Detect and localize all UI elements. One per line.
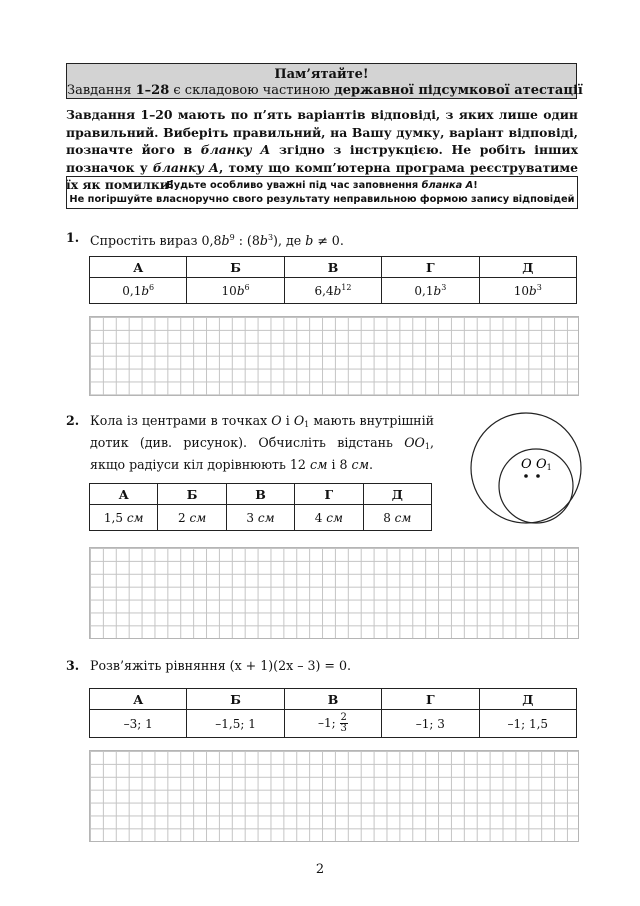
- reminder-title: Пам’ятайте!: [274, 67, 369, 82]
- option-header: Г: [382, 689, 479, 710]
- option-header: Д: [479, 689, 576, 710]
- option-value: –1; 1,5: [479, 710, 576, 738]
- option-header: А: [90, 689, 187, 710]
- reminder-text: Завдання 1–28 є складовою частиною державної підсумкової атестації: [67, 83, 583, 98]
- draft-grid[interactable]: [89, 750, 579, 842]
- option-value: 2 см: [158, 505, 226, 531]
- option-header: Б: [187, 257, 284, 278]
- reminder-box: [66, 63, 583, 99]
- task-number: 3.: [66, 658, 80, 673]
- page-number: 2: [315, 862, 325, 877]
- draft-grid[interactable]: [89, 316, 579, 396]
- option-header: Б: [158, 484, 226, 505]
- option-header: Г: [295, 484, 363, 505]
- option-header: В: [284, 257, 381, 278]
- option-value: 3 см: [226, 505, 294, 531]
- option-value: 8 см: [363, 505, 431, 531]
- warning-line-1: Будьте особливо уважні під час заповнення бланка А!: [166, 180, 478, 191]
- task-number: 2.: [66, 413, 80, 428]
- option-header: В: [226, 484, 294, 505]
- task-1-answer-table: [89, 256, 577, 304]
- task-number: 1.: [66, 230, 80, 245]
- option-value: –1; $\frac{2}{3}$: [284, 710, 381, 738]
- option-header: Г: [382, 257, 479, 278]
- task-3-answer-table: [89, 688, 577, 738]
- option-value: 4 см: [295, 505, 363, 531]
- label-o: O: [521, 457, 532, 472]
- option-value: $6,4b^{12}$: [284, 278, 381, 304]
- tangent-circles-diagram: [468, 410, 584, 526]
- instructions-paragraph: Завдання 1–20 мають по п’ять варіантів відповіді, з яких лише один правильний. Виберіть правильний, на Вашу думку, варіант відповіді, позначте його в бланку А згідно з інструкцією. Не робіть інших позначок у бланку А, тому що комп’ютерна програма реєструватиме їх як помилки!: [66, 107, 578, 192]
- warning-box: [66, 176, 578, 209]
- option-value: $10b^6$: [187, 278, 284, 304]
- center-point-o1: [536, 474, 540, 478]
- option-value: $0,1b^3$: [382, 278, 479, 304]
- task-2-answer-table: [89, 483, 432, 531]
- option-value: $10b^3$: [479, 278, 576, 304]
- option-header: В: [284, 689, 381, 710]
- label-o1: O1: [536, 457, 552, 472]
- warning-line-2: Не погіршуйте власноручно свого результату неправильною формою запису відповідей: [69, 194, 575, 205]
- option-value: 1,5 см: [90, 505, 158, 531]
- option-value: –1,5; 1: [187, 710, 284, 738]
- option-header: Д: [479, 257, 576, 278]
- draft-grid[interactable]: [89, 547, 579, 639]
- task-text: Спростіть вираз $0,8b^9$ : $(8b^3)$, де b ≠ 0.: [90, 233, 344, 248]
- task-text: Розв’яжіть рівняння (x + 1)(2x – 3) = 0.: [90, 658, 351, 673]
- option-header: Д: [363, 484, 431, 505]
- option-value: –3; 1: [90, 710, 187, 738]
- option-header: А: [90, 257, 187, 278]
- option-header: Б: [187, 689, 284, 710]
- task-text: Кола із центрами в точках O і $O_1$ мають внутрішній дотик (див. рисунок). Обчисліть відстань $OO_1$, якщо радіуси кіл дорівнюють 12 см і 8 см.: [90, 413, 434, 472]
- option-value: $0,1b^6$: [90, 278, 187, 304]
- fraction: $\frac{2}{3}$: [340, 712, 347, 734]
- option-value: –1; 3: [382, 710, 479, 738]
- option-header: А: [90, 484, 158, 505]
- center-point-o: [524, 474, 528, 478]
